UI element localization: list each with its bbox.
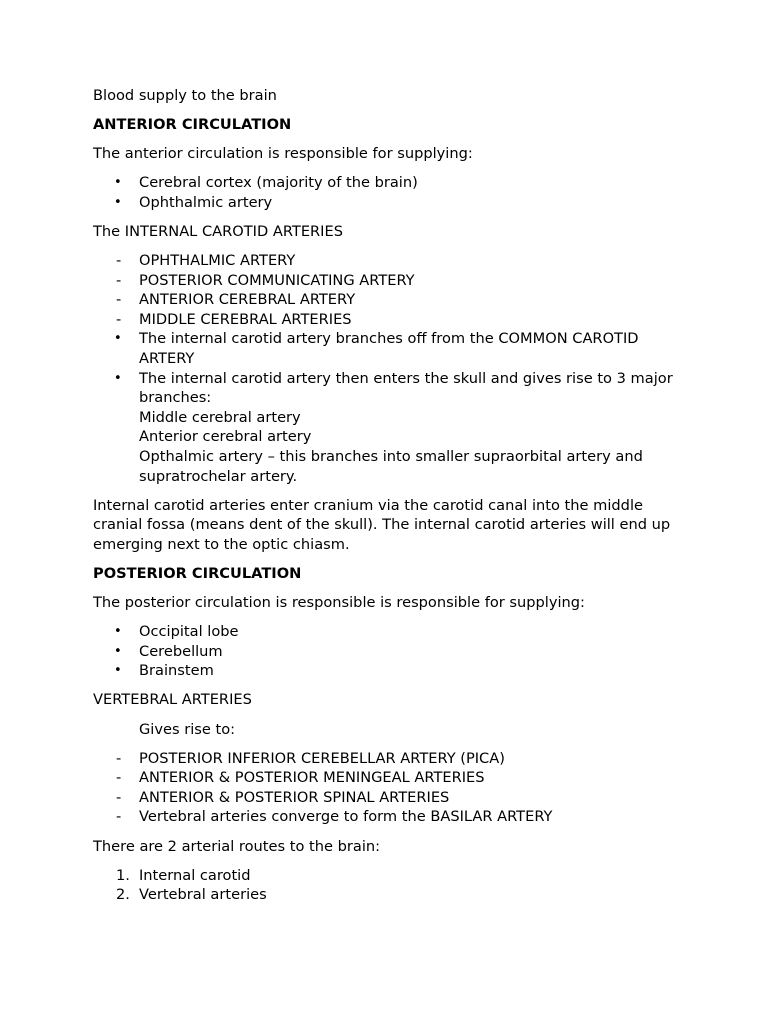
anterior-heading: ANTERIOR CIRCULATION (93, 116, 292, 134)
list-item (93, 369, 693, 487)
list-item (93, 866, 693, 886)
bullet-marker: • (114, 194, 122, 210)
list-item-text: Occipital lobe (139, 623, 239, 641)
list-item (93, 807, 693, 827)
dash-marker: - (116, 291, 122, 309)
list-item (93, 749, 693, 769)
list-item-text: ANTERIOR & POSTERIOR MENINGEAL ARTERIES (139, 769, 485, 787)
dash-marker: - (116, 271, 122, 289)
bullet-marker: • (114, 331, 122, 347)
list-item (93, 642, 693, 662)
document-title: Blood supply to the brain (93, 87, 277, 104)
list-item (93, 251, 693, 271)
list-item-text: The internal carotid artery then enters the skull and gives rise to 3 major branches: (139, 369, 673, 407)
list-item-text: The internal carotid artery branches off from the COMMON CAROTID ARTERY (139, 330, 639, 368)
va-branch-list (93, 749, 693, 827)
dash-marker: - (116, 310, 122, 328)
posterior-heading: POSTERIOR CIRCULATION (93, 564, 302, 582)
anterior-intro: The anterior circulation is responsible for supplying: (93, 145, 473, 163)
va-heading: VERTEBRAL ARTERIES (93, 691, 252, 709)
list-item-text: Brainstem (139, 662, 214, 680)
dash-marker: - (116, 252, 122, 270)
list-item (93, 173, 693, 193)
list-item (93, 661, 693, 681)
list-item-text: POSTERIOR COMMUNICATING ARTERY (139, 271, 415, 289)
list-item-text: POSTERIOR INFERIOR CEREBELLAR ARTERY (PICA) (139, 749, 505, 767)
list-item-text: Cerebellum (139, 642, 223, 660)
posterior-supply-list (93, 622, 693, 681)
number-marker: 2. (116, 886, 130, 904)
list-item-text: Cerebral cortex (majority of the brain) (139, 174, 418, 192)
number-marker: 1. (116, 866, 130, 884)
bullet-marker: • (114, 663, 122, 679)
list-item (93, 193, 693, 213)
list-item-text: Internal carotid (139, 866, 251, 884)
sub-line: Opthalmic artery – this branches into smaller supraorbital artery and supratrochelar artery. (139, 448, 643, 485)
ica-paragraph: Internal carotid arteries enter cranium via the carotid canal into the middle cranial fossa (means dent of the skull). The internal carotid arteries will end up emerging next to the optic chiasm. (93, 496, 671, 553)
list-item (93, 768, 693, 788)
bullet-marker: • (114, 643, 122, 659)
list-item-text: Vertebral arteries (139, 886, 267, 904)
anterior-supply-list (93, 173, 693, 212)
list-item-text: Vertebral arteries converge to form the BASILAR ARTERY (139, 808, 553, 826)
bullet-marker: • (114, 624, 122, 640)
list-item-text: MIDDLE CEREBRAL ARTERIES (139, 310, 352, 328)
list-item-text: ANTERIOR CEREBRAL ARTERY (139, 291, 356, 309)
dash-marker: - (116, 749, 122, 767)
gives-rise-label: Gives rise to: (139, 720, 236, 738)
list-item (93, 885, 693, 905)
sub-line: Middle cerebral artery (139, 408, 301, 426)
sub-line: Anterior cerebral artery (139, 428, 312, 446)
dash-marker: - (116, 808, 122, 826)
list-item (93, 310, 693, 330)
routes-list (93, 866, 693, 905)
routes-intro: There are 2 arterial routes to the brain: (93, 837, 381, 855)
list-item (93, 788, 693, 808)
posterior-intro: The posterior circulation is responsible is responsible for supplying: (93, 594, 585, 612)
ica-heading: The INTERNAL CAROTID ARTERIES (93, 222, 343, 240)
list-item (93, 290, 693, 310)
dash-marker: - (116, 769, 122, 787)
list-item-text: ANTERIOR & POSTERIOR SPINAL ARTERIES (139, 788, 450, 806)
list-item (93, 271, 693, 291)
document-body (93, 86, 693, 914)
dash-marker: - (116, 788, 122, 806)
list-item-text: OPHTHALMIC ARTERY (139, 252, 296, 270)
bullet-marker: • (114, 175, 122, 191)
list-item (93, 622, 693, 642)
list-item-text: Ophthalmic artery (139, 193, 273, 211)
list-item (93, 329, 693, 368)
ica-branch-list (93, 251, 693, 486)
bullet-marker: • (114, 370, 122, 386)
